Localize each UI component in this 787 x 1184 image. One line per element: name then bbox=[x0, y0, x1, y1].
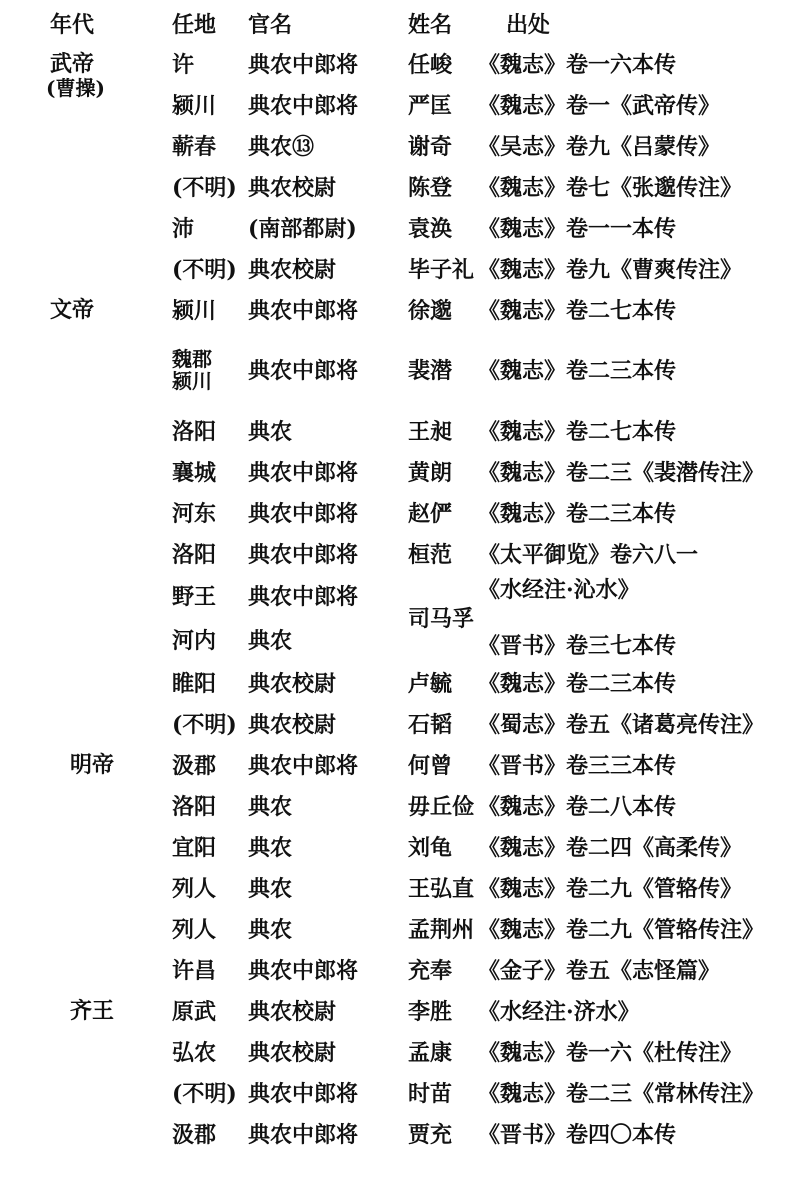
name-cell: 王弘直 bbox=[408, 875, 475, 902]
source-cell: 《魏志》卷二三本传 bbox=[478, 500, 677, 527]
place-cell: (不明) bbox=[172, 1080, 237, 1107]
era-cell bbox=[44, 44, 172, 290]
place-cell: 许 bbox=[172, 51, 195, 78]
source-cell: 《晋书》卷四〇本传 bbox=[478, 1121, 677, 1148]
place-cell: 洛阳 bbox=[172, 793, 217, 820]
name-cell: 袁涣 bbox=[408, 215, 453, 242]
office-cell: 典农中郎将 bbox=[248, 297, 359, 324]
place-cell: (不明) bbox=[172, 711, 237, 738]
source-cell: 《魏志》卷二九《管辂传》 bbox=[478, 875, 743, 902]
place-cell: (不明) bbox=[172, 174, 237, 201]
era-sublabel: (曹操) bbox=[46, 76, 105, 100]
office-cell: 典农校尉 bbox=[248, 998, 337, 1025]
office-cell: 典农 bbox=[248, 916, 293, 943]
table-row bbox=[44, 991, 764, 1032]
name-cell: 石韬 bbox=[408, 711, 453, 738]
source-cell: 《水经注·济水》 bbox=[478, 998, 640, 1025]
source-cell: 《晋书》卷三三本传 bbox=[478, 752, 677, 779]
place-cell: 列人 bbox=[172, 916, 217, 943]
office-cell: 典农 bbox=[248, 418, 293, 445]
header-name: 姓名 bbox=[408, 12, 453, 38]
name-cell: 充奉 bbox=[408, 957, 453, 984]
office-cell: 典农 bbox=[248, 627, 293, 654]
office-cell: 典农中郎将 bbox=[248, 1080, 359, 1107]
office-cell: (南部都尉) bbox=[248, 215, 357, 242]
place-cell: 河内 bbox=[172, 627, 217, 654]
place-cell: 洛阳 bbox=[172, 418, 217, 445]
name-cell: 谢奇 bbox=[408, 133, 453, 160]
source-cell: 《魏志》卷二三本传 bbox=[478, 358, 677, 384]
source-cell: 《蜀志》卷五《诸葛亮传注》 bbox=[478, 711, 765, 738]
era-label: 文帝 bbox=[50, 297, 95, 323]
office-cell: 典农校尉 bbox=[248, 670, 337, 697]
name-label: 司马孚 bbox=[408, 606, 475, 632]
office-cell: 典农中郎将 bbox=[248, 1121, 359, 1148]
source-cell: 《魏志》卷一六《杜传注》 bbox=[478, 1039, 743, 1066]
place-line: 颍川 bbox=[172, 369, 212, 393]
name-cell: 桓范 bbox=[408, 541, 453, 568]
header-office: 官名 bbox=[248, 12, 293, 38]
office-cell: 典农中郎将 bbox=[248, 583, 359, 610]
source-cell: 《魏志》卷二七本传 bbox=[478, 297, 677, 324]
table-row bbox=[44, 290, 764, 331]
name-cell: 黄朗 bbox=[408, 459, 453, 486]
header-place: 任地 bbox=[172, 12, 217, 38]
source-cell: 《魏志》卷二四《高柔传》 bbox=[478, 834, 743, 861]
name-cell: 孟荆州 bbox=[408, 916, 475, 943]
source-cell: 《魏志》卷二七本传 bbox=[478, 418, 677, 445]
place-cell bbox=[172, 331, 248, 411]
name-cell: 任峻 bbox=[408, 51, 453, 78]
era-cell bbox=[44, 290, 172, 745]
source-cell: 《魏志》卷一一本传 bbox=[478, 215, 677, 242]
name-cell: 徐邈 bbox=[408, 297, 453, 324]
office-cell: 典农中郎将 bbox=[248, 92, 359, 119]
era-label: 齐王 bbox=[70, 998, 115, 1024]
office-cell: 典农中郎将 bbox=[248, 541, 359, 568]
place-cell: 汲郡 bbox=[172, 1121, 217, 1148]
place-cell: 原武 bbox=[172, 998, 217, 1025]
name-cell: 王昶 bbox=[408, 418, 453, 445]
name-cell: 毕子礼 bbox=[408, 256, 475, 283]
office-cell: 典农中郎将 bbox=[248, 358, 359, 384]
name-cell: 何曾 bbox=[408, 752, 453, 779]
header-source: 出处 bbox=[506, 12, 551, 38]
office-cell: 典农中郎将 bbox=[248, 459, 359, 486]
source-cell: 《晋书》卷三七本传 bbox=[478, 633, 677, 659]
official-table bbox=[44, 6, 764, 1155]
place-cell: 列人 bbox=[172, 875, 217, 902]
place-cell: 宜阳 bbox=[172, 834, 217, 861]
source-cell: 《吴志》卷九《吕蒙传》 bbox=[478, 133, 721, 160]
place-cell: 颍川 bbox=[172, 92, 217, 119]
name-cell bbox=[408, 575, 478, 663]
place-line: 魏郡 bbox=[172, 347, 212, 371]
place-cell: 汲郡 bbox=[172, 752, 217, 779]
name-cell: 贾充 bbox=[408, 1121, 453, 1148]
office-cell: 典农校尉 bbox=[248, 1039, 337, 1066]
name-cell: 严匡 bbox=[408, 92, 453, 119]
office-cell: 典农 bbox=[248, 834, 293, 861]
office-cell: 典农⑬ bbox=[248, 133, 315, 160]
place-cell: 洛阳 bbox=[172, 541, 217, 568]
office-cell: 典农校尉 bbox=[248, 174, 337, 201]
source-cell: 《魏志》卷一六本传 bbox=[478, 51, 677, 78]
place-cell: 河东 bbox=[172, 500, 217, 527]
source-cell: 《魏志》卷九《曹爽传注》 bbox=[478, 256, 743, 283]
name-cell: 毋丘俭 bbox=[408, 793, 475, 820]
office-cell: 典农中郎将 bbox=[248, 51, 359, 78]
place-cell: 许昌 bbox=[172, 957, 217, 984]
name-cell: 陈登 bbox=[408, 174, 453, 201]
source-cell: 《魏志》卷二八本传 bbox=[478, 793, 677, 820]
source-cell: 《魏志》卷二三本传 bbox=[478, 670, 677, 697]
place-cell: 蕲春 bbox=[172, 133, 217, 160]
name-cell: 卢毓 bbox=[408, 670, 453, 697]
table-row bbox=[44, 44, 764, 85]
era-cell bbox=[44, 745, 172, 991]
name-cell: 刘龟 bbox=[408, 834, 453, 861]
source-cell: 《魏志》卷二三《裴潜传注》 bbox=[478, 459, 765, 486]
place-cell: 颍川 bbox=[172, 297, 217, 324]
header-era: 年代 bbox=[50, 12, 95, 38]
place-cell: 睢阳 bbox=[172, 670, 217, 697]
office-cell: 典农中郎将 bbox=[248, 500, 359, 527]
office-cell: 典农校尉 bbox=[248, 711, 337, 738]
place-cell: 沛 bbox=[172, 215, 195, 242]
source-cell: 《魏志》卷七《张邈传注》 bbox=[478, 174, 743, 201]
source-cell: 《金子》卷五《志怪篇》 bbox=[478, 957, 721, 984]
source-cell: 《太平御览》卷六八一 bbox=[478, 541, 699, 568]
name-cell: 裴潜 bbox=[408, 358, 453, 384]
header-row bbox=[44, 6, 764, 44]
source-cell: 《魏志》卷一《武帝传》 bbox=[478, 92, 721, 119]
place-stack bbox=[172, 348, 212, 392]
office-cell: 典农校尉 bbox=[248, 256, 337, 283]
source-cell: 《魏志》卷二三《常林传注》 bbox=[478, 1080, 765, 1107]
place-cell: 野王 bbox=[172, 583, 217, 610]
name-cell: 李胜 bbox=[408, 998, 453, 1025]
source-cell: 《水经注·沁水》 bbox=[478, 577, 640, 603]
name-cell: 时苗 bbox=[408, 1080, 453, 1107]
place-cell: 襄城 bbox=[172, 459, 217, 486]
era-label: 明帝 bbox=[70, 752, 115, 778]
source-cell: 《魏志》卷二九《管辂传注》 bbox=[478, 916, 765, 943]
office-cell: 典农中郎将 bbox=[248, 752, 359, 779]
era-cell bbox=[44, 991, 172, 1155]
era-label: 武帝 bbox=[50, 51, 95, 77]
office-cell: 典农 bbox=[248, 875, 293, 902]
place-cell: 弘农 bbox=[172, 1039, 217, 1066]
table-row bbox=[44, 745, 764, 786]
name-cell: 孟康 bbox=[408, 1039, 453, 1066]
place-cell: (不明) bbox=[172, 256, 237, 283]
name-cell: 赵俨 bbox=[408, 500, 453, 527]
office-cell: 典农中郎将 bbox=[248, 957, 359, 984]
office-cell: 典农 bbox=[248, 793, 293, 820]
